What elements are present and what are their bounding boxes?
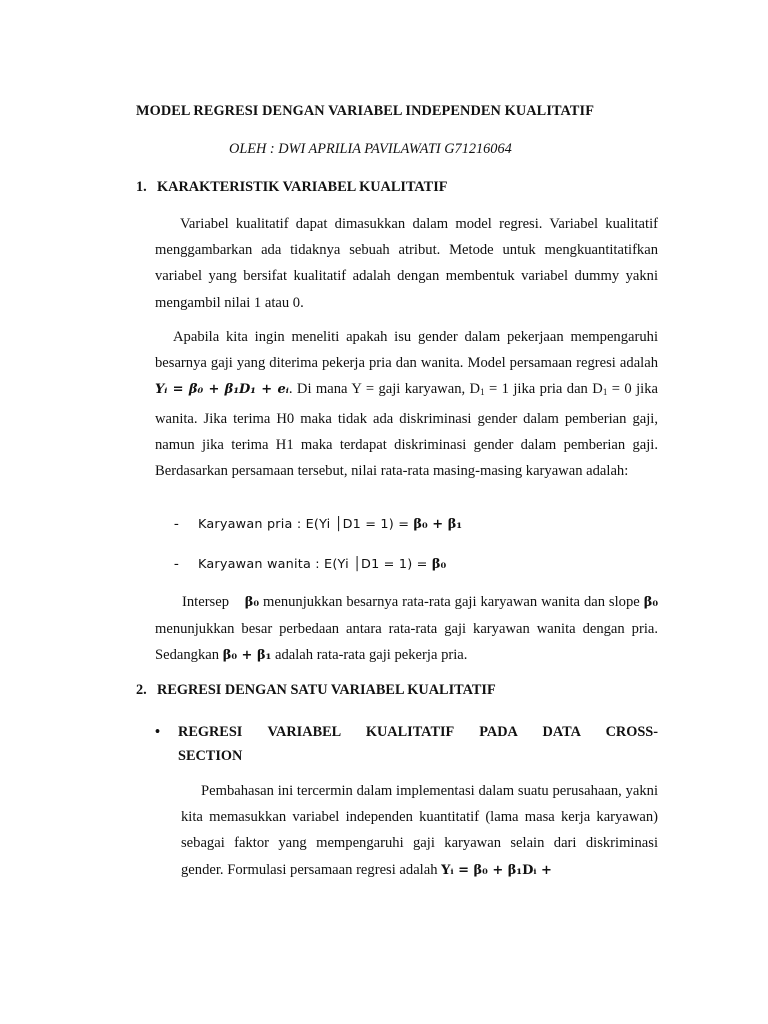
section-2-paragraph: Pembahasan ini tercermin dalam implementasi dalam suatu perusahaan, yakni kita memasukkan variabel independen kuantitatif (lama masa kerja karyawan) sebagai faktor yang mempengaruhi gaji karyawan selain dari diskriminasi gender. Formulasi persamaan regresi adalah Yᵢ = β₀ + β₁Dᵢ + — [181, 783, 658, 878]
section-1-paragraph-2: Apabila kita ingin meneliti apakah isu gender dalam pekerjaan mempengaruhi besarnya gaji yang diterima pekerja pria dan wanita. Model persamaan regresi adalah Yᵢ = β₀ + β₁D₁ + eᵢ. Di mana Y = gaji karyawan, $D_1 = 1$ jika pria dan $D_1 = 0$ jika wanita. Jika terima H0 maka tidak ada diskriminasi gender dalam pemberian gaji, namun jika terima H1 maka terdapat diskriminasi gender dalam pemberian gaji. Berdasarkan persamaan tersebut, nilai rata-rata masing-masing karyawan adalah: — [155, 329, 658, 480]
section-2-heading — [136, 682, 496, 699]
section-2-number: 2. — [136, 682, 147, 698]
section-1-title: KARAKTERISTIK VARIABEL KUALITATIF — [157, 179, 448, 195]
author-line: OLEH : DWI APRILIA PAVILAWATI G71216064 — [229, 141, 512, 157]
section-2-title: REGRESI DENGAN SATU VARIABEL KUALITATIF — [157, 682, 496, 698]
regression-equation: Yᵢ = β₀ + β₁D₁ + eᵢ — [155, 382, 289, 398]
list-item-pria: - Karyawan pria : E(Yi │D1 = 1) = β₀ + β₁ — [174, 516, 463, 532]
bullet-subheading: • REGRESI VARIABEL KUALITATIF PADA DATA CROSS- SECTION — [155, 720, 658, 768]
document-title: MODEL REGRESI DENGAN VARIABEL INDEPENDEN KUALITATIF — [136, 103, 595, 119]
section-1-heading — [136, 179, 448, 196]
regression-equation-2: Yᵢ = β₀ + β₁Dᵢ + — [441, 862, 552, 878]
section-1-number: 1. — [136, 179, 147, 195]
section-1-paragraph-3: Intersep β₀ menunjukkan besarnya rata-rata gaji karyawan wanita dan slope β₀ menunjukkan besar perbedaan antara rata-rata gaji karyawan wanita dengan pria. Sedangkan β₀ + β₁ adalah rata-rata gaji pekerja pria. — [155, 594, 659, 664]
bullet-icon: • — [155, 724, 161, 740]
section-1-paragraph-1: Variabel kualitatif dapat dimasukkan dalam model regresi. Variabel kualitatif menggambarkan ada tidaknya sebuah atribut. Metode untuk mengkuantitatifkan variabel yang bersifat kualitatif adalah dengan membentuk variabel dummy yakni mengambil nilai 1 atau 0. — [155, 216, 658, 311]
list-item-wanita: - Karyawan wanita : E(Yi │D1 = 1) = β₀ — [174, 556, 447, 572]
